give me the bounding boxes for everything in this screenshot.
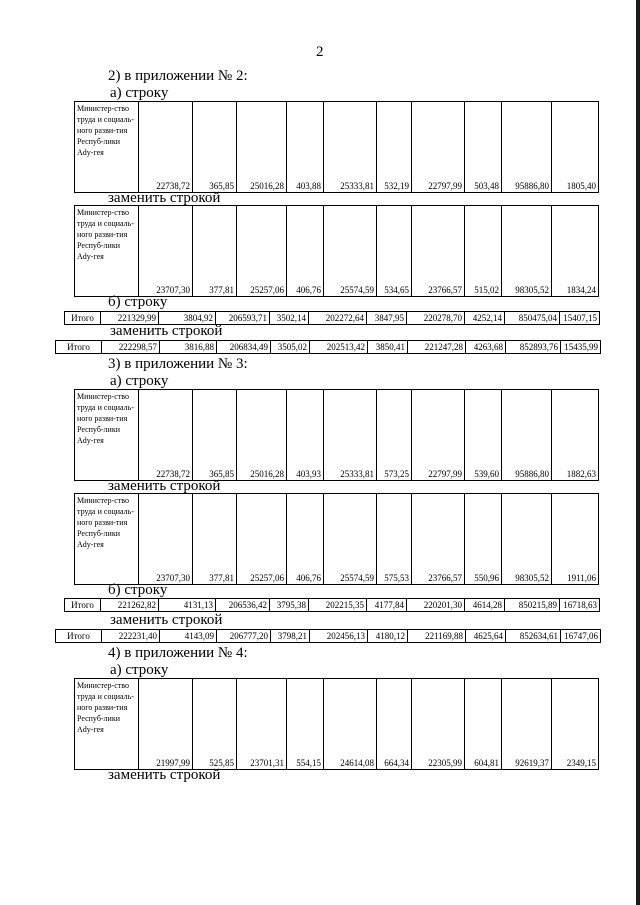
value-cell: 25574,59 (324, 206, 377, 297)
ministry-name-cell: Министер-ство труда и социаль-ного разви-тия Респуб-лики Ady-гея (75, 679, 139, 770)
replace-label: заменить строкой (108, 767, 221, 783)
total-cell: 206536,42 (216, 599, 270, 612)
total-cell: 3505,02 (271, 341, 310, 354)
total-label: Итого (56, 630, 102, 643)
total-cell: 4131,13 (159, 599, 216, 612)
total-cell: 15407,15 (560, 312, 600, 325)
value-cell: 403,93 (287, 390, 324, 481)
total-label: Итого (65, 312, 101, 325)
value-cell: 95886,80 (502, 390, 552, 481)
ministry-name-cell: Министер-ство труда и социаль-ного разви-тия Респуб-лики Ady-гея (75, 102, 139, 193)
value-cell: 1805,40 (552, 102, 599, 193)
row-b-label: б) строку (108, 294, 168, 310)
value-cell: 25574,59 (324, 494, 377, 585)
value-cell: 525,85 (193, 679, 237, 770)
total-cell: 3798,21 (271, 630, 310, 643)
value-cell: 575,53 (377, 494, 412, 585)
value-cell: 406,76 (287, 494, 324, 585)
value-cell: 23766,57 (412, 206, 465, 297)
row-a-label: а) строку (110, 373, 169, 389)
total-cell: 206593,71 (216, 312, 270, 325)
value-cell: 25257,06 (237, 494, 287, 585)
total-row-old (64, 598, 600, 612)
table-row-new (74, 205, 599, 297)
total-row-new (55, 340, 601, 354)
value-cell: 24614,08 (324, 679, 377, 770)
ministry-name-cell: Министер-ство труда и социаль-ного разви-тия Респуб-лики Ady-гея (75, 206, 139, 297)
total-cell: 206834,49 (217, 341, 271, 354)
value-cell: 23701,31 (237, 679, 287, 770)
total-cell: 16747,06 (561, 630, 601, 643)
value-cell: 95886,80 (502, 102, 552, 193)
total-cell: 221247,28 (408, 341, 466, 354)
value-cell: 664,34 (377, 679, 412, 770)
total-cell: 4252,14 (465, 312, 505, 325)
table-row-old (74, 389, 599, 481)
total-cell: 850215,89 (505, 599, 560, 612)
value-cell: 365,85 (193, 390, 237, 481)
row-b-label: б) строку (108, 582, 168, 598)
total-cell: 221169,88 (408, 630, 466, 643)
value-cell: 377,81 (193, 206, 237, 297)
value-cell: 98305,52 (502, 494, 552, 585)
total-cell: 4614,28 (465, 599, 505, 612)
value-cell: 21997,99 (139, 679, 193, 770)
total-cell: 202215,35 (309, 599, 367, 612)
page-number: 2 (316, 44, 324, 60)
value-cell: 92619,37 (502, 679, 552, 770)
table-row-new (74, 493, 599, 585)
replace-label: заменить строкой (108, 190, 221, 206)
total-cell: 3795,38 (270, 599, 309, 612)
value-cell: 25016,28 (237, 390, 287, 481)
table-row-old (74, 101, 599, 193)
ministry-name-cell: Министер-ство труда и социаль-ного разви-тия Респуб-лики Ady-гея (75, 494, 139, 585)
value-cell: 1882,63 (552, 390, 599, 481)
total-cell: 222298,57 (102, 341, 160, 354)
page-edge (636, 0, 640, 905)
value-cell: 25016,28 (237, 102, 287, 193)
value-cell: 25333,81 (324, 102, 377, 193)
value-cell: 403,88 (287, 102, 324, 193)
total-cell: 852634,61 (506, 630, 561, 643)
total-cell: 202513,42 (310, 341, 368, 354)
total-cell: 206777,20 (217, 630, 271, 643)
replace-label: заменить строкой (110, 323, 223, 339)
value-cell: 604,81 (465, 679, 502, 770)
section-heading: 2) в приложении № 2: (108, 68, 248, 84)
value-cell: 22797,99 (412, 390, 465, 481)
value-cell: 2349,15 (552, 679, 599, 770)
total-cell: 850475,04 (505, 312, 560, 325)
value-cell: 22738,72 (139, 390, 193, 481)
total-cell: 4143,09 (160, 630, 217, 643)
total-cell: 4177,84 (367, 599, 407, 612)
total-cell: 3502,14 (270, 312, 309, 325)
value-cell: 539,60 (465, 390, 502, 481)
row-a-label: а) строку (110, 662, 169, 678)
value-cell: 406,76 (287, 206, 324, 297)
table-row-old (74, 678, 599, 770)
total-cell: 221262,82 (101, 599, 159, 612)
value-cell: 23766,57 (412, 494, 465, 585)
total-cell: 3850,41 (368, 341, 408, 354)
value-cell: 22305,99 (412, 679, 465, 770)
total-cell: 15435,99 (561, 341, 601, 354)
value-cell: 532,19 (377, 102, 412, 193)
value-cell: 503,48 (465, 102, 502, 193)
total-cell: 4625,64 (466, 630, 506, 643)
total-cell: 3804,92 (159, 312, 216, 325)
total-cell: 221329,99 (101, 312, 159, 325)
total-cell: 202456,13 (310, 630, 368, 643)
ministry-name-cell: Министер-ство труда и социаль-ного разви-тия Респуб-лики Ady-гея (75, 390, 139, 481)
total-cell: 3816,88 (160, 341, 217, 354)
value-cell: 23707,30 (139, 206, 193, 297)
value-cell: 550,96 (465, 494, 502, 585)
total-cell: 16718,63 (560, 599, 600, 612)
section-heading: 3) в приложении № 3: (108, 356, 248, 372)
total-cell: 220278,70 (407, 312, 465, 325)
value-cell: 573,25 (377, 390, 412, 481)
row-a-label: а) строку (110, 85, 169, 101)
value-cell: 25333,81 (324, 390, 377, 481)
value-cell: 377,81 (193, 494, 237, 585)
value-cell: 365,85 (193, 102, 237, 193)
total-cell: 222231,40 (102, 630, 160, 643)
value-cell: 98305,52 (502, 206, 552, 297)
total-label: Итого (65, 599, 101, 612)
value-cell: 534,65 (377, 206, 412, 297)
total-label: Итого (56, 341, 102, 354)
value-cell: 515,02 (465, 206, 502, 297)
value-cell: 554,15 (287, 679, 324, 770)
value-cell: 1911,06 (552, 494, 599, 585)
replace-label: заменить строкой (108, 478, 221, 494)
total-cell: 3847,95 (367, 312, 407, 325)
total-cell: 4263,68 (466, 341, 506, 354)
value-cell: 22797,99 (412, 102, 465, 193)
total-cell: 852893,76 (506, 341, 561, 354)
value-cell: 22738,72 (139, 102, 193, 193)
value-cell: 25257,06 (237, 206, 287, 297)
value-cell: 1834,24 (552, 206, 599, 297)
replace-label: заменить строкой (110, 612, 223, 628)
total-cell: 202272,64 (309, 312, 367, 325)
total-cell: 220201,30 (407, 599, 465, 612)
total-cell: 4180,12 (368, 630, 408, 643)
total-row-new (55, 629, 601, 643)
value-cell: 23707,30 (139, 494, 193, 585)
section-heading: 4) в приложении № 4: (108, 645, 248, 661)
